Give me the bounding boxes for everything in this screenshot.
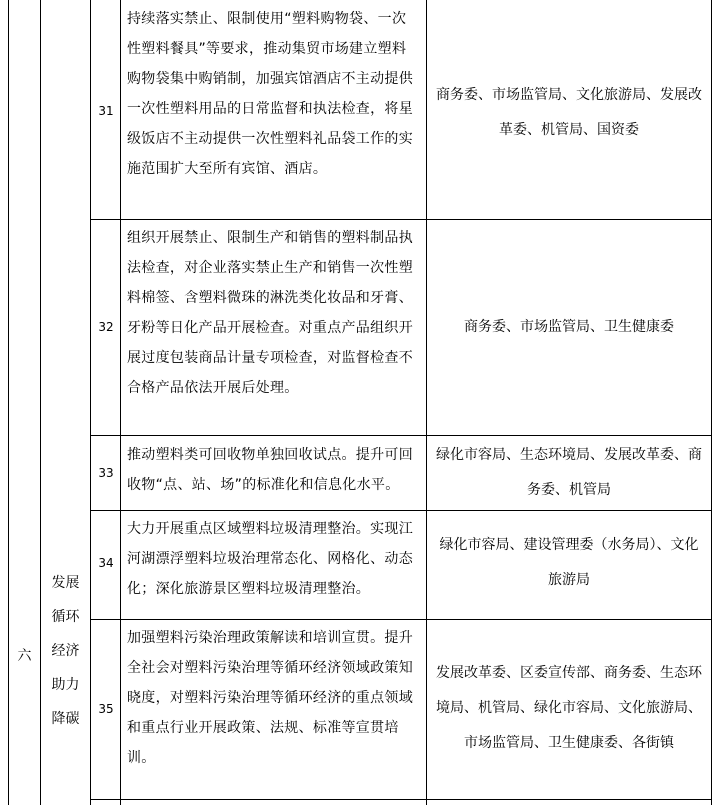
responsible-units (427, 656, 711, 761)
responsible-line: 革委、机管局、国资委 (499, 122, 639, 138)
col-border (120, 0, 121, 805)
task-line: 晓度，对塑料污染治理等循环经济的重点领域 (127, 690, 413, 706)
task-line: 法检查，对企业落实禁止生产和销售一次性塑 (127, 260, 413, 276)
task-line: 推动塑料类可回收物单独回收试点。提升可回 (127, 447, 413, 463)
row-number: 31 (98, 104, 114, 118)
responsible-units (427, 438, 711, 508)
task-line: 级饭店不主动提供一次性塑料礼品袋工作的实 (127, 131, 413, 147)
section-title-line: 经济 (51, 643, 80, 659)
section-title-line: 循环 (51, 609, 80, 625)
col-border (90, 0, 91, 805)
section-number: 六 (17, 648, 32, 664)
task-line: 一次性塑料用品的日常监督和执法检查，将星 (127, 101, 413, 117)
task-line: 全社会对塑料污染治理等循环经济领域政策知 (127, 660, 413, 676)
task-line: 组织开展禁止、限制生产和销售的塑料制品执 (127, 230, 413, 246)
task-line: 展过度包装商品计量专项检查，对监督检查不 (127, 350, 413, 366)
responsible-line: 发展改革委、区委宣传部、商务委、生态环 (436, 665, 702, 681)
responsible-line: 绿化市容局、建设管理委（水务局）、文化 (439, 537, 699, 553)
task-text (127, 514, 423, 604)
task-line: 大力开展重点区域塑料垃圾清理整治。实现江 (127, 521, 413, 537)
row-number: 32 (98, 320, 114, 334)
col-border (711, 0, 712, 805)
task-line: 持续落实禁止、限制使用“塑料购物袋、一次 (127, 11, 407, 27)
section-title-line: 降碳 (51, 711, 80, 727)
col-border (8, 0, 9, 805)
task-line: 料棉签、含塑料微珠的淋洗类化妆品和牙膏、 (127, 290, 413, 306)
task-text (127, 4, 423, 184)
task-text (127, 623, 423, 773)
row-border (90, 435, 712, 436)
responsible-units (427, 528, 711, 598)
row-number: 34 (98, 556, 114, 570)
task-text (127, 223, 423, 403)
responsible-line: 商务委、市场监管局、文化旅游局、发展改 (436, 87, 702, 103)
responsible-line: 境局、机管局、绿化市容局、文化旅游局、 (436, 700, 702, 716)
row-number: 33 (98, 466, 114, 480)
responsible-line: 旅游局 (548, 572, 590, 588)
task-line: 训。 (127, 750, 156, 766)
row-border (90, 619, 712, 620)
responsible-line: 市场监管局、卫生健康委、各街镇 (464, 735, 674, 751)
task-line: 收物“点、站、场”的标准化和信息化水平。 (127, 477, 400, 493)
task-text (127, 440, 423, 500)
task-line: 施范围扩大至所有宾馆、酒店。 (127, 161, 328, 177)
task-line: 化；深化旅游景区塑料垃圾清理整治。 (127, 581, 371, 597)
section-title-line: 助力 (51, 677, 80, 693)
row-border (90, 510, 712, 511)
task-line: 加强塑料污染治理政策解读和培训宣贯。提升 (127, 630, 413, 646)
row-number: 35 (98, 702, 114, 716)
responsible-line: 务委、机管局 (527, 482, 611, 498)
responsible-units (427, 310, 711, 345)
responsible-line: 绿化市容局、生态环境局、发展改革委、商 (436, 447, 702, 463)
task-line: 和重点行业开展政策、法规、标准等宣贯培 (127, 720, 399, 736)
task-line: 河湖漂浮塑料垃圾治理常态化、网格化、动态 (127, 551, 413, 567)
task-line: 性塑料餐具”等要求，推动集贸市场建立塑料 (127, 41, 407, 57)
task-line: 牙粉等日化产品开展检查。对重点产品组织开 (127, 320, 413, 336)
responsible-units (427, 78, 711, 148)
section-title (41, 566, 90, 736)
task-line: 合格产品依法开展后处理。 (127, 380, 299, 396)
task-line: 购物袋集中购销制，加强宾馆酒店不主动提供 (127, 71, 413, 87)
section-title-line: 发展 (51, 575, 80, 591)
responsible-line: 商务委、市场监管局、卫生健康委 (464, 319, 674, 335)
row-border (90, 799, 712, 800)
row-border (90, 219, 712, 220)
